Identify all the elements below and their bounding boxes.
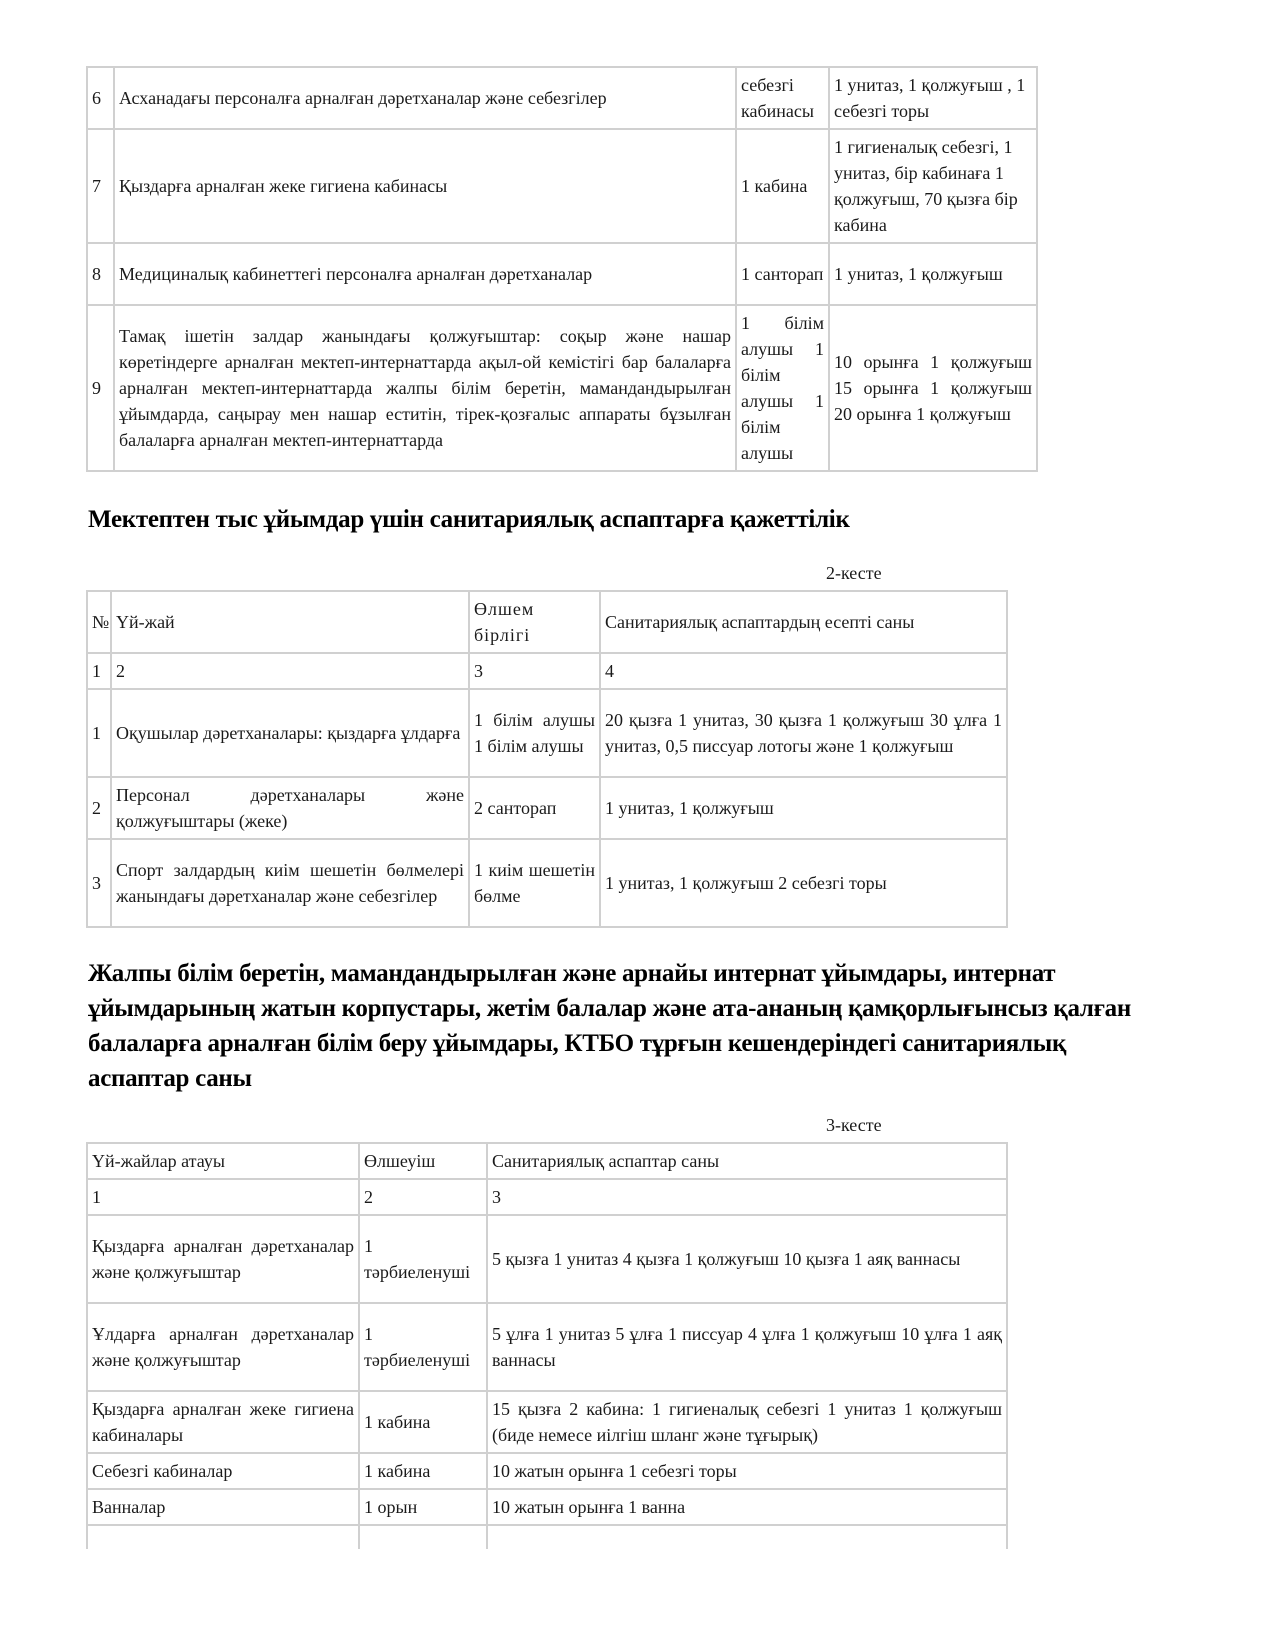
column-number: 3 xyxy=(487,1179,1007,1215)
row-number: 3 xyxy=(87,839,111,927)
table-row-continued xyxy=(87,1525,1007,1549)
row-number: 2 xyxy=(87,777,111,839)
column-number: 4 xyxy=(600,653,1007,689)
fixture-count: 15 қызға 2 кабина: 1 гигиеналық себезгі 1 унитаз 1 қолжуғыш (биде немесе иілгіш шланг және тұғырық) xyxy=(487,1391,1007,1453)
table-row xyxy=(87,1489,1007,1525)
table-row xyxy=(87,689,1007,777)
table-row xyxy=(87,67,1037,129)
room-name: Ұлдарға арналған дәретханалар және қолжуғыштар xyxy=(87,1303,359,1391)
table-row xyxy=(87,1215,1007,1303)
row-number: 7 xyxy=(87,129,114,243)
room-name: Асханадағы персоналға арналған дәретханалар және себезгілер xyxy=(114,67,736,129)
fixture-count: 10 орынға 1 қолжуғыш 15 орынға 1 қолжуғыш 20 орынға 1 қолжуғыш xyxy=(829,305,1037,471)
empty-cell xyxy=(87,1525,359,1549)
unit: 2 санторап xyxy=(469,777,600,839)
table-row xyxy=(87,777,1007,839)
table-header-row xyxy=(87,1143,1007,1179)
table-row xyxy=(87,839,1007,927)
row-number: 8 xyxy=(87,243,114,305)
column-number-row xyxy=(87,653,1007,689)
column-number: 2 xyxy=(359,1179,487,1215)
section-3-heading: Жалпы білім беретін, мамандандырылған және арнайы интернат ұйымдары, интернат ұйымдарының жатын корпустары, жетім балалар және ата-ананың қамқорлығынсыз қалған балаларға арналған білім беру ұйымдары, КТБО тұрғын кешендеріндегі санитариялық аспаптар саны xyxy=(88,960,1131,1092)
fixture-count: 10 жатын орынға 1 себезгі торы xyxy=(487,1453,1007,1489)
room-name: Медициналық кабинеттегі персоналға арналған дәретханалар xyxy=(114,243,736,305)
fixture-count: 1 унитаз, 1 қолжуғыш xyxy=(600,777,1007,839)
fixture-count: 1 унитаз, 1 қолжуғыш , 1 себезгі торы xyxy=(829,67,1037,129)
room-name: Ванналар xyxy=(87,1489,359,1525)
table-row xyxy=(87,1303,1007,1391)
unit: 1 орын xyxy=(359,1489,487,1525)
fixture-count: 10 жатын орынға 1 ванна xyxy=(487,1489,1007,1525)
table-3-caption: 3-кесте xyxy=(826,1115,882,1135)
row-number: 1 xyxy=(87,689,111,777)
room-name: Себезгі кабиналар xyxy=(87,1453,359,1489)
room-name: Персонал дәретханалары және қолжуғыштары (жеке) xyxy=(111,777,469,839)
column-number: 1 xyxy=(87,1179,359,1215)
column-number: 2 xyxy=(111,653,469,689)
column-header: Үй-жайлар атауы xyxy=(87,1143,359,1179)
room-name: Спорт залдардың киім шешетін бөлмелері жанындағы дәретханалар және себезгілер xyxy=(111,839,469,927)
unit: 1 кабина xyxy=(359,1391,487,1453)
fixture-count: 1 унитаз, 1 қолжуғыш xyxy=(829,243,1037,305)
column-header: № xyxy=(87,591,111,653)
column-header: Санитариялық аспаптардың есепті саны xyxy=(600,591,1007,653)
unit: 1 тәрбиеленуші xyxy=(359,1303,487,1391)
table-2-caption: 2-кесте xyxy=(826,563,882,583)
unit: 1 тәрбиеленуші xyxy=(359,1215,487,1303)
room-name: Оқушылар дәретханалары: қыздарға ұлдарға xyxy=(111,689,469,777)
table-1 xyxy=(86,66,1038,472)
empty-cell xyxy=(359,1525,487,1549)
unit: 1 киім шешетін бөлме xyxy=(469,839,600,927)
table-2 xyxy=(86,590,1008,928)
unit: себезгі кабинасы xyxy=(736,67,829,129)
room-name: Қыздарға арналған жеке гигиена кабинасы xyxy=(114,129,736,243)
room-name: Қыздарға арналған жеке гигиена кабиналары xyxy=(87,1391,359,1453)
fixture-count: 5 қызға 1 унитаз 4 қызға 1 қолжуғыш 10 қызға 1 аяқ ваннасы xyxy=(487,1215,1007,1303)
table-row xyxy=(87,1453,1007,1489)
column-header: Үй-жай xyxy=(111,591,469,653)
section-2-heading: Мектептен тыс ұйымдар үшін санитариялық аспаптарға қажеттілік xyxy=(88,506,850,533)
table-row xyxy=(87,1391,1007,1453)
table-row xyxy=(87,305,1037,471)
column-header: Өлшем бірлігі xyxy=(469,591,600,653)
row-number: 9 xyxy=(87,305,114,471)
row-number: 6 xyxy=(87,67,114,129)
column-number: 3 xyxy=(469,653,600,689)
table-3 xyxy=(86,1142,1008,1549)
fixture-count: 20 қызға 1 унитаз, 30 қызға 1 қолжуғыш 30 ұлға 1 унитаз, 0,5 писсуар лотогы және 1 қолжуғыш xyxy=(600,689,1007,777)
table-row xyxy=(87,129,1037,243)
unit: 1 санторап xyxy=(736,243,829,305)
fixture-count: 1 гигиеналық себезгі, 1 унитаз, бір кабинаға 1 қолжуғыш, 70 қызға бір кабина xyxy=(829,129,1037,243)
unit: 1 кабина xyxy=(736,129,829,243)
unit: 1 кабина xyxy=(359,1453,487,1489)
table-header-row xyxy=(87,591,1007,653)
unit: 1 білім алушы 1 білім алушы 1 білім алушы xyxy=(736,305,829,471)
unit: 1 білім алушы 1 білім алушы xyxy=(469,689,600,777)
column-number: 1 xyxy=(87,653,111,689)
room-name: Қыздарға арналған дәретханалар және қолжуғыштар xyxy=(87,1215,359,1303)
fixture-count: 1 унитаз, 1 қолжуғыш 2 себезгі торы xyxy=(600,839,1007,927)
column-number-row xyxy=(87,1179,1007,1215)
empty-cell xyxy=(487,1525,1007,1549)
room-name: Тамақ ішетін залдар жанындағы қолжуғыштар: соқыр және нашар көретіндерге арналған мектеп-интернаттарда ақыл-ой кемістігі бар балаларға арналған мектеп-интернаттарда жалпы білім беретін, мамандандырылған ұйымдарда, саңырау мен нашар еститін, тірек-қозғалыс аппараты бұзылған балаларға арналған мектеп-интернаттарда xyxy=(114,305,736,471)
column-header: Өлшеуіш xyxy=(359,1143,487,1179)
column-header: Санитариялық аспаптар саны xyxy=(487,1143,1007,1179)
fixture-count: 5 ұлға 1 унитаз 5 ұлға 1 писсуар 4 ұлға 1 қолжуғыш 10 ұлға 1 аяқ ваннасы xyxy=(487,1303,1007,1391)
table-row xyxy=(87,243,1037,305)
